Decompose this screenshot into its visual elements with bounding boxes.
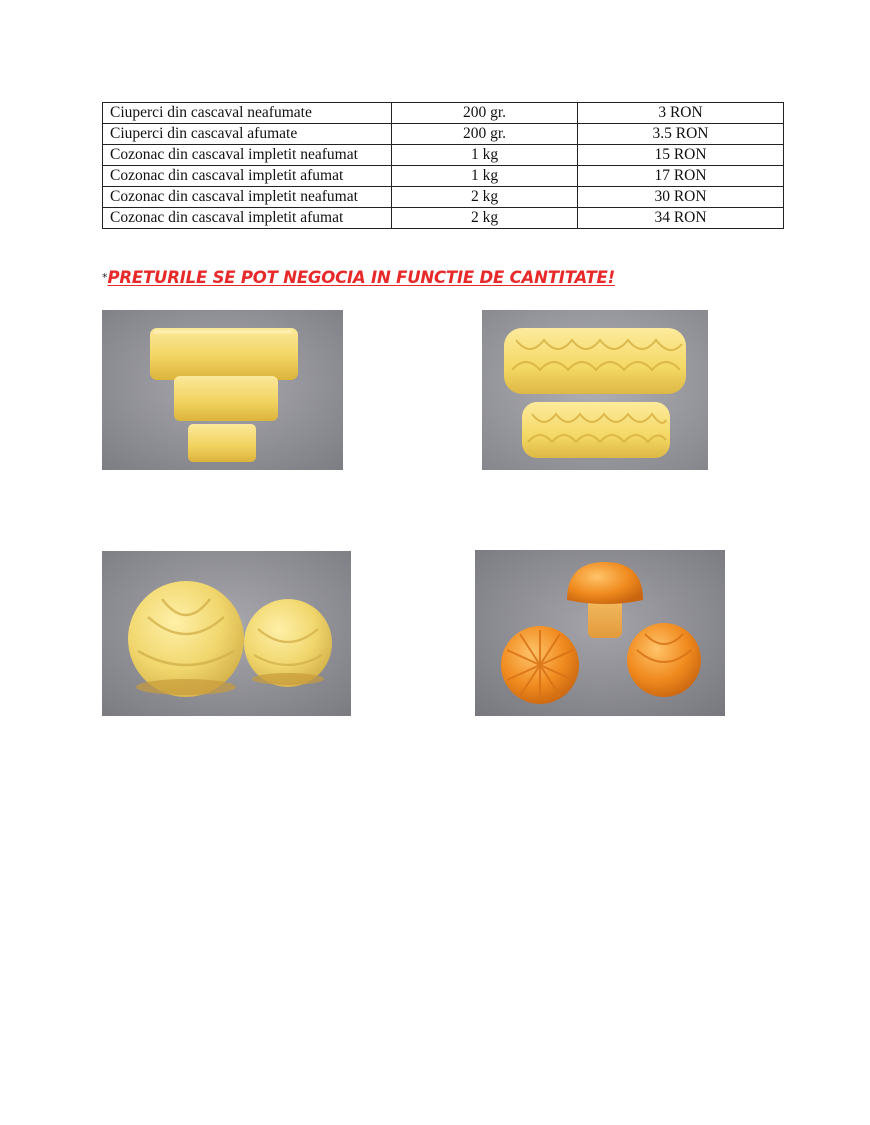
product-quantity: 2 kg bbox=[392, 208, 578, 229]
table-row bbox=[103, 124, 784, 145]
product-price: 3 RON bbox=[578, 103, 784, 124]
product-price: 3.5 RON bbox=[578, 124, 784, 145]
photo-round-cheese bbox=[102, 551, 351, 716]
product-name: Cozonac din cascaval impletit neafumat bbox=[103, 187, 392, 208]
braided-loaf-large bbox=[504, 328, 686, 394]
price-table bbox=[102, 102, 784, 229]
cheese-block-medium bbox=[174, 376, 278, 421]
table-row bbox=[103, 187, 784, 208]
photo-braided-cheese bbox=[482, 310, 708, 470]
cheese-block-small bbox=[188, 424, 256, 462]
table-row bbox=[103, 166, 784, 187]
smoked-cheese-round bbox=[627, 623, 701, 697]
product-quantity: 1 kg bbox=[392, 166, 578, 187]
note-asterisk: * bbox=[102, 271, 108, 284]
cheese-block-large bbox=[150, 328, 298, 380]
product-price: 34 RON bbox=[578, 208, 784, 229]
table-row bbox=[103, 145, 784, 166]
table-row bbox=[103, 103, 784, 124]
photo-smoked-mushrooms bbox=[475, 550, 725, 716]
product-name: Cozonac din cascaval impletit afumat bbox=[103, 166, 392, 187]
product-quantity: 200 gr. bbox=[392, 103, 578, 124]
price-negotiation-note bbox=[102, 268, 615, 287]
product-price: 30 RON bbox=[578, 187, 784, 208]
photo-cheese-blocks bbox=[102, 310, 343, 470]
braided-loaf-small bbox=[522, 402, 670, 458]
table-row bbox=[103, 208, 784, 229]
product-name: Ciuperci din cascaval neafumate bbox=[103, 103, 392, 124]
product-name: Cozonac din cascaval impletit neafumat bbox=[103, 145, 392, 166]
product-price: 15 RON bbox=[578, 145, 784, 166]
product-quantity: 200 gr. bbox=[392, 124, 578, 145]
product-name: Ciuperci din cascaval afumate bbox=[103, 124, 392, 145]
note-text: PRETURILE SE POT NEGOCIA IN FUNCTIE DE CANTITATE! bbox=[107, 268, 615, 287]
product-price: 17 RON bbox=[578, 166, 784, 187]
product-name: Cozonac din cascaval impletit afumat bbox=[103, 208, 392, 229]
product-quantity: 2 kg bbox=[392, 187, 578, 208]
product-quantity: 1 kg bbox=[392, 145, 578, 166]
